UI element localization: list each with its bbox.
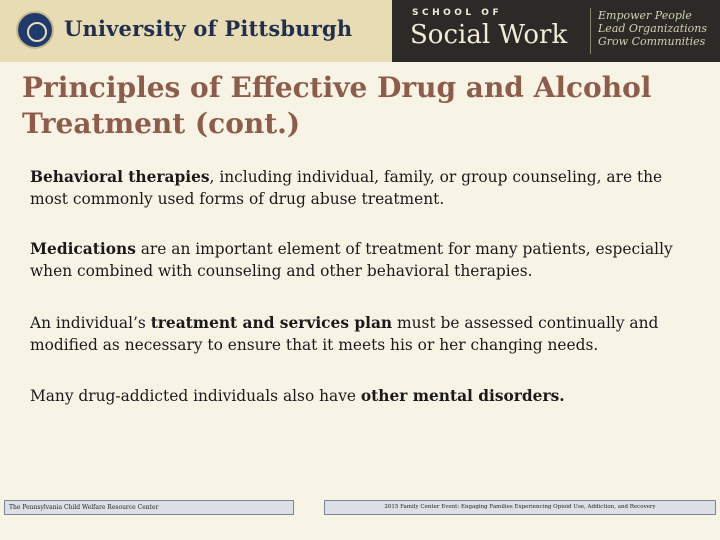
paragraph-behavioral-therapies (30, 166, 700, 210)
bold-term: other mental disorders. (360, 387, 565, 405)
bold-term: treatment and services plan (150, 314, 393, 332)
university-name: University of Pittsburgh (64, 16, 353, 41)
title-line-1: Principles of Effective Drug and Alcohol (22, 71, 652, 104)
paragraph-text: Many drug-addicted individuals also have (30, 387, 361, 405)
school-name: Social Work (410, 20, 568, 50)
school-of-label: SCHOOL OF (412, 8, 503, 18)
paragraph-text: , including individual, family, or group counseling, are the most commonly used forms of drug abuse treatment. (30, 168, 663, 208)
school-banner (392, 0, 720, 62)
tagline-list (598, 9, 707, 48)
paragraph-text: must be assessed continually and modified as necessary to ensure that it meets his or her changing needs. (30, 314, 659, 354)
footer-event: 2015 Family Center Event: Engaging Families Experiencing Opioid Use, Addiction, and Recovery (324, 500, 716, 515)
bold-term: Medications (30, 240, 136, 258)
paragraph-mental-disorders (30, 385, 565, 407)
slide-title (22, 70, 702, 142)
paragraph-text: An individual’s (30, 314, 151, 332)
university-seal-icon (16, 11, 54, 49)
footer-organization: The Pennsylvania Child Welfare Resource Center (4, 500, 294, 515)
bold-term: Behavioral therapies (30, 168, 210, 186)
banner-divider (590, 8, 591, 54)
title-line-2: Treatment (cont.) (22, 107, 301, 140)
paragraph-medications (30, 238, 700, 282)
paragraph-treatment-plan (30, 312, 700, 356)
tagline: Grow Communities (598, 35, 706, 48)
tagline: Empower People (598, 9, 692, 22)
slide-header (0, 0, 720, 62)
university-banner (0, 0, 392, 62)
tagline: Lead Organizations (598, 22, 708, 35)
paragraph-text: are an important element of treatment for many patients, especially when combined with counseling and other behavioral therapies. (30, 240, 673, 280)
